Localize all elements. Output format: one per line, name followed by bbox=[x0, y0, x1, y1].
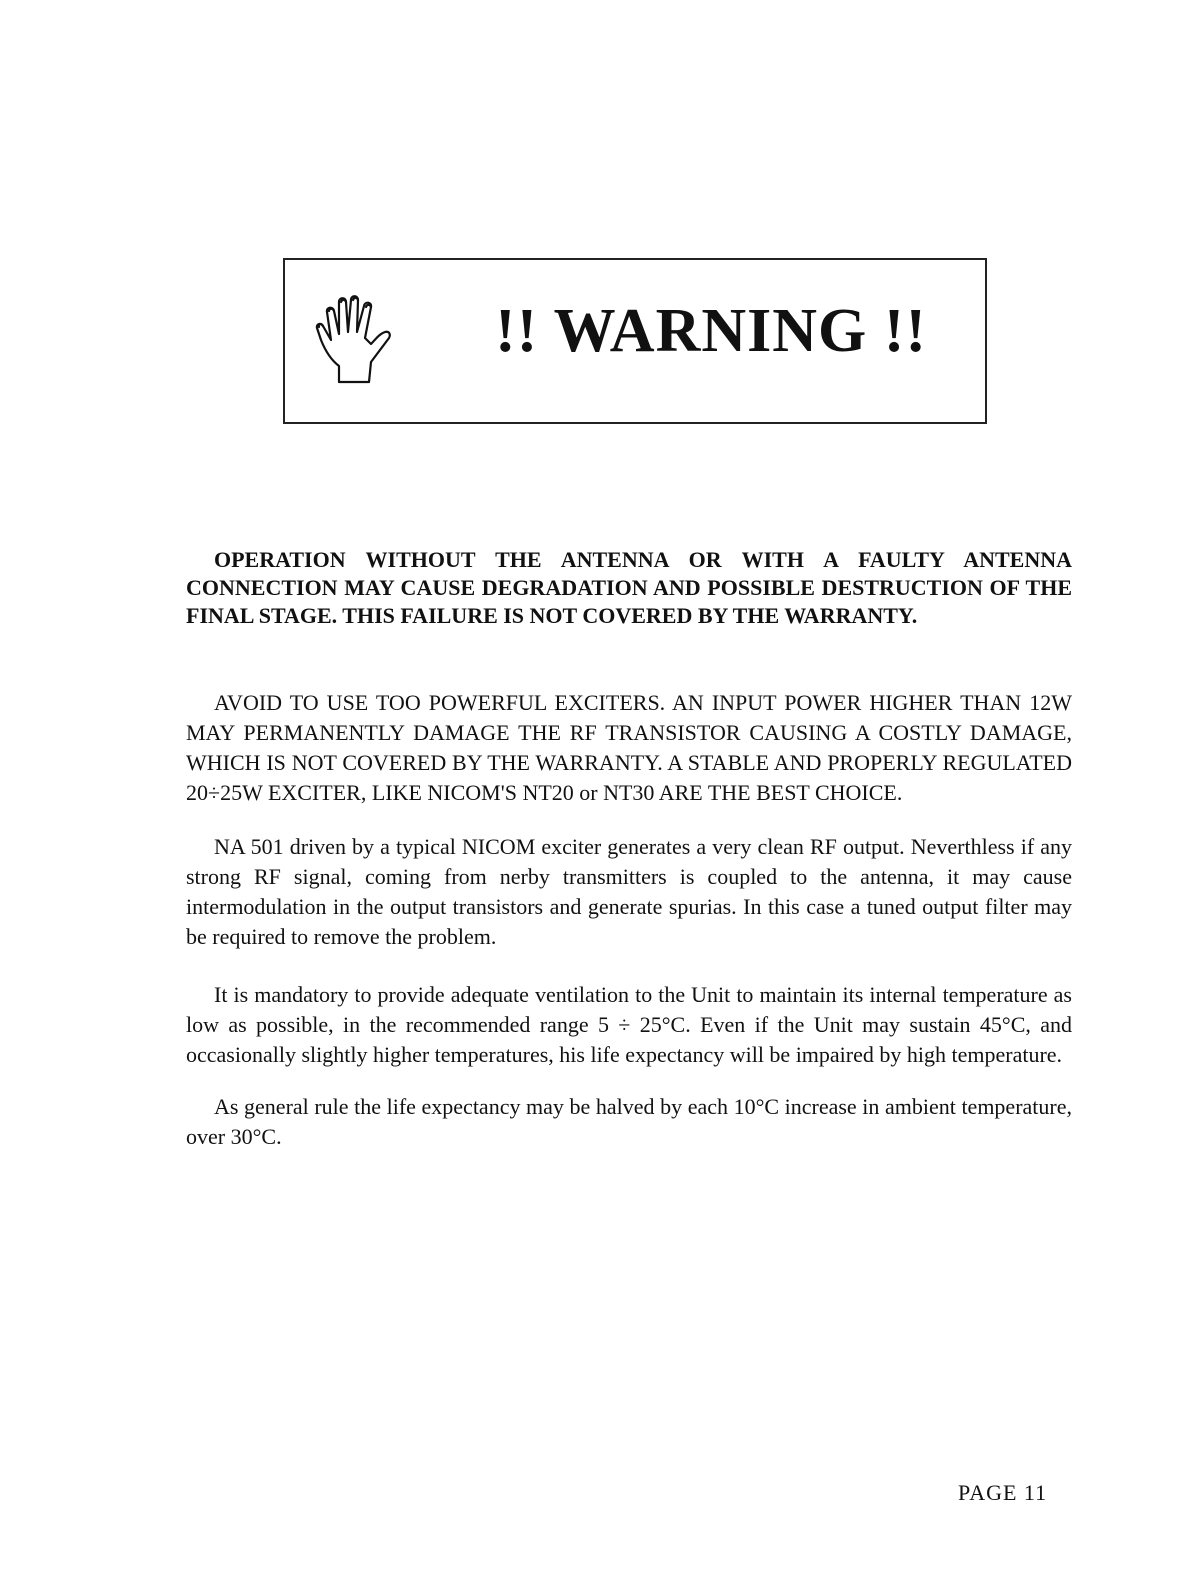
antenna-warning-paragraph: OPERATION WITHOUT THE ANTENNA OR WITH A FAULTY ANTENNA CONNECTION MAY CAUSE DEGRADATION AND POSSIBLE DESTRUCTION OF THE FINAL STAGE. THIS FAILURE IS NOT COVERED BY THE WARRANTY. bbox=[186, 547, 1072, 628]
ventilation-paragraph: It is mandatory to provide adequate ventilation to the Unit to maintain its internal temperature as low as possible, in the recommended range 5 ÷ 25°C. Even if the Unit may sustain 45°C, and occasionally slightly higher temperatures, his life expectancy will be impaired by high temperature. bbox=[186, 982, 1072, 1067]
raised-hand-icon bbox=[309, 290, 395, 390]
page-number: PAGE 11 bbox=[958, 1480, 1048, 1505]
life-expectancy-paragraph: As general rule the life expectancy may be halved by each 10°C increase in ambient temperature, over 30°C. bbox=[186, 1094, 1072, 1149]
warning-box bbox=[283, 258, 987, 424]
exciter-warning-paragraph: AVOID TO USE TOO POWERFUL EXCITERS. AN INPUT POWER HIGHER THAN 12W MAY PERMANENTLY DAMAGE THE RF TRANSISTOR CAUSING A COSTLY DAMAGE, WHICH IS NOT COVERED BY THE WARRANTY. A STABLE AND PROPERLY REGULATED 20÷25W EXCITER, LIKE NICOM'S NT20 or NT30 ARE THE BEST CHOICE. bbox=[186, 690, 1072, 805]
intermodulation-paragraph: NA 501 driven by a typical NICOM exciter generates a very clean RF output. Neverthless if any strong RF signal, coming from nerby transmitters is coupled to the antenna, it may cause intermodulation in the output transistors and generate spurias. In this case a tuned output filter may be required to remove the problem. bbox=[186, 834, 1072, 949]
warning-title: !! WARNING !! bbox=[495, 297, 928, 365]
